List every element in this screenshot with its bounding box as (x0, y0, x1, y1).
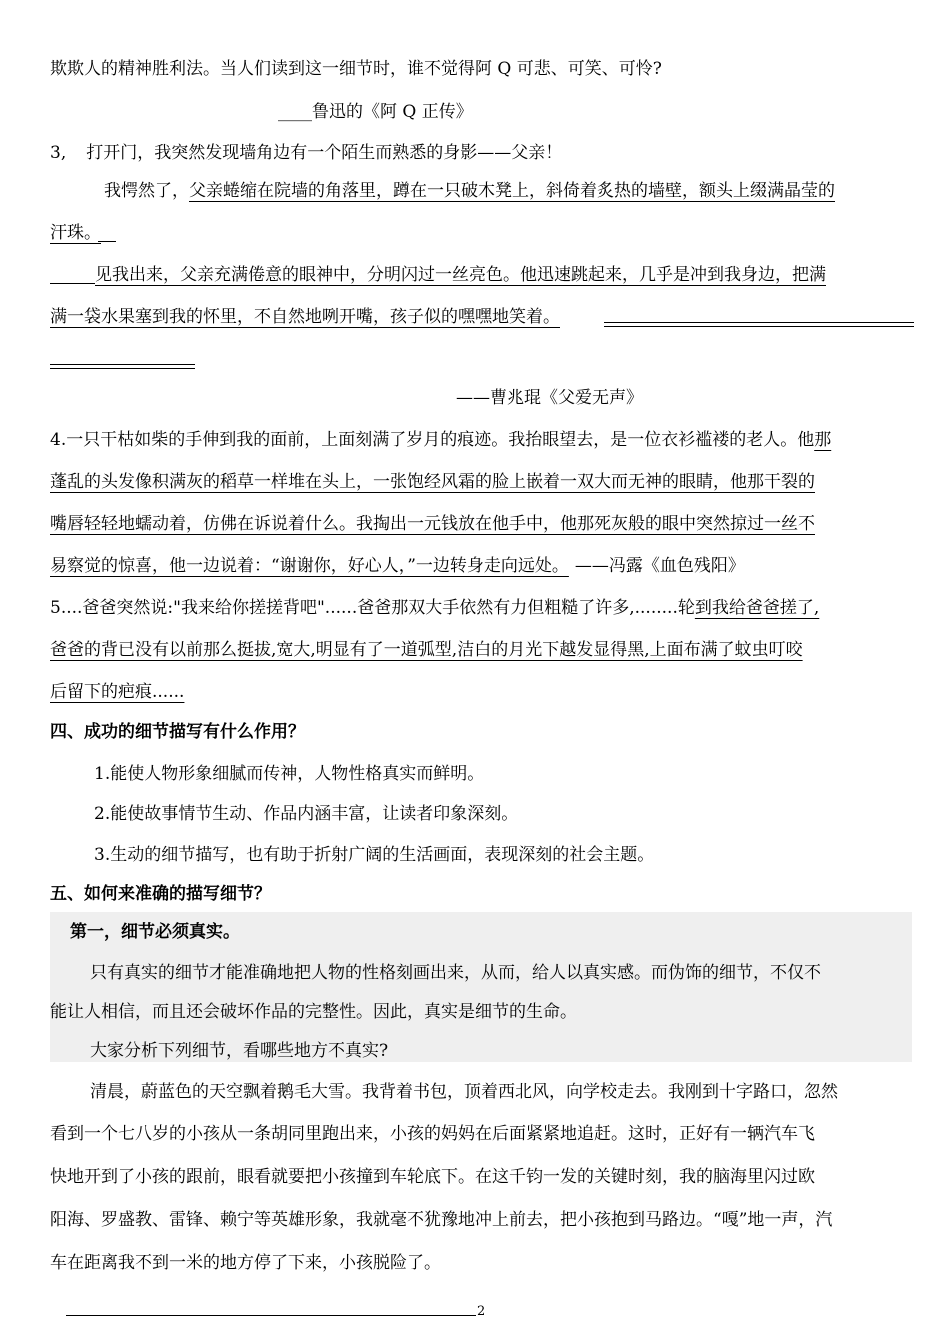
underlined-text: 汗珠。 (50, 223, 101, 243)
text-line: 欺欺人的精神胜利法。当人们读到这一细节时，谁不觉得阿 Q 可悲、可笑、可怜? (50, 59, 662, 79)
underlined-text: 父亲蜷缩在院墙的角落里，蹲在一只破木凳上，斜倚着炙热的墙壁，额头上缀满晶莹的 (189, 181, 835, 201)
section-heading: 五、如何来准确的描写细节？ (50, 884, 271, 904)
underline-rule (50, 283, 95, 284)
source-blank: ____ (278, 102, 312, 122)
story-line: 清晨，蔚蓝色的天空飘着鹅毛大雪。我背着书包，顶着西北风，向学校走去。我刚到十字路口，忽然 (90, 1082, 838, 1102)
plain-text: 5....爸爸突然说:"我来给你搓搓背吧"......爸爸那双大手依然有力但粗糙了许多,........轮 (50, 598, 695, 618)
underlined-text: 嘴唇轻轻地蠕动着，仿佛在诉说着什么。我掏出一元钱放在他手中，他那死灰般的眼中突然掠过一丝不 (50, 514, 815, 534)
list-item: 1.能使人物形象细腻而传神，人物性格真实而鲜明。 (94, 764, 485, 784)
double-underline (604, 322, 914, 327)
page-number: 2 (477, 1304, 486, 1319)
item-text: 打开门，我突然发现墙角边有一个陌生而熟悉的身影——父亲！ (86, 143, 563, 163)
item-4-line-4 (50, 554, 745, 578)
item-5-line-1 (50, 596, 819, 620)
list-item: 3.生动的细节描写，也有助于折射广阔的生活画面，表现深刻的社会主题。 (94, 845, 655, 865)
story-line: 阳海、罗盛教、雷锋、赖宁等英雄形象，我就毫不犹豫地冲上前去，把小孩抱到马路边。“嘎”地一声，汽 (50, 1210, 833, 1230)
footer-rule (66, 1315, 476, 1316)
item-3-para-1 (104, 179, 835, 203)
item-3-line-1 (50, 141, 562, 165)
story-line: 快地开到了小孩的跟前，眼看就要把小孩撞到车轮底下。在这千钧一发的关键时刻，我的脑海里闪过欧 (50, 1167, 815, 1187)
source-citation: ——曹兆琨《父爱无声》 (456, 388, 643, 408)
prompt-text: 大家分析下列细节，看哪些地方不真实? (90, 1041, 389, 1061)
section-heading: 四、成功的细节描写有什么作用？ (50, 722, 305, 742)
text-line: 只有真实的细节才能准确地把人物的性格刻画出来，从而，给人以真实感。而伪饰的细节，不仅不 (90, 963, 821, 983)
underlined-text: 蓬乱的头发像积满灰的稻草一样堆在头上，一张饱经风霜的脸上嵌着一双大而无神的眼睛，他那干裂的 (50, 472, 815, 492)
underline-rule (98, 241, 116, 242)
underlined-text: 见我出来，父亲充满倦意的眼神中，分明闪过一丝亮色。他迅速跳起来，几乎是冲到我身边，把满 (95, 265, 826, 285)
source-title: 鲁迅的《阿 Q 正传》 (312, 102, 473, 122)
underlined-text: 爸爸的背已没有以前那么挺拔,宽大,明显有了一道弧型,洁白的月光下越发显得黑,上面布满了蚊虫叮咬 (50, 640, 803, 660)
underlined-text: 满一袋水果塞到我的怀里，不自然地咧开嘴，孩子似的嘿嘿地笑着。 (50, 307, 560, 327)
story-line: 车在距离我不到一米的地方停了下来，小孩脱险了。 (50, 1253, 441, 1273)
item-4-line-1 (50, 428, 831, 452)
subheading: 第一，细节必须真实。 (70, 922, 240, 942)
source-citation (278, 100, 473, 124)
underlined-text: 易察觉的惊喜，他一边说着：“谢谢你，好心人，”一边转身走向远处。 (50, 556, 569, 576)
list-item: 2.能使故事情节生动、作品内涵丰富，让读者印象深刻。 (94, 804, 519, 824)
item-number: 3, (50, 143, 67, 163)
plain-text: 我愕然了， (104, 181, 189, 201)
double-underline (50, 364, 195, 369)
plain-text: 4.一只干枯如柴的手伸到我的面前，上面刻满了岁月的痕迹。我抬眼望去，是一位衣衫褴褛的老人。他 (50, 430, 815, 450)
text-line: 能让人相信，而且还会破坏作品的完整性。因此，真实是细节的生命。 (50, 1002, 577, 1022)
underlined-text: 那 (814, 430, 832, 450)
source-citation: ——冯露《血色残阳》 (574, 556, 745, 576)
underlined-text: 到我给爸爸搓了, (694, 598, 820, 618)
underlined-text: 后留下的疤痕...... (50, 682, 185, 702)
story-line: 看到一个七八岁的小孩从一条胡同里跑出来，小孩的妈妈在后面紧紧地追赶。这时，正好有一辆汽车飞 (50, 1124, 815, 1144)
